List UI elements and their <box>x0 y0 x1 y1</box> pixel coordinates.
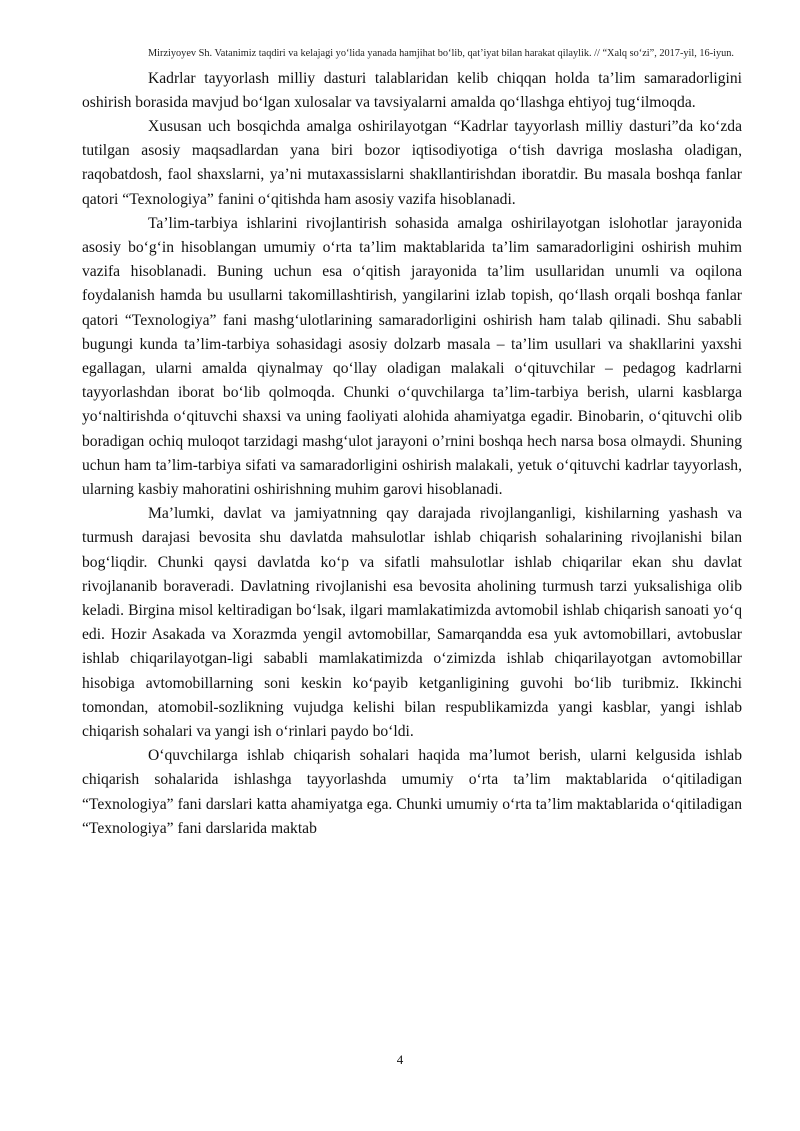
footnote: Mirziyoyev Sh. Vatanimiz taqdiri va kelajagi yo‘lida yanada hamjihat bo‘lib, qat’iyat bilan harakat qilaylik. // “Xalq so‘zi”, 2017-yil, 16-iyun. <box>148 48 735 59</box>
paragraph-5: O‘quvchilarga ishlab chiqarish sohalari haqida ma’lumot berish, ularni kelgusida ishlab chiqarish sohalarida ishlashga tayyorlashda umumiy o‘rta ta’lim maktablarida o‘qitiladigan “Texnologiya” fani darslari katta ahamiyatga ega. Chunki umumiy o‘rta ta’lim maktablarida o‘qitiladigan “Texnologiya” fani darslarida maktab <box>82 747 742 837</box>
paragraph-4: Ma’lumki, davlat va jamiyatnning qay darajada rivojlanganligi, kishilarning yashash va turmush darajasi bevosita shu davlatda mahsulotlar ishlab chiqarish sohalarining rivojlanishi bilan bog‘liqdir. Chunki qaysi davlatda ko‘p va sifatli mahsulotlar ishlab chiqarilar ekan shu davlat rivojlananib boraveradi. Davlatning rivojlanishi esa bevosita aholining turmush tarzi yuksalishiga olib keladi. Birgina misol keltiradigan bo‘lsak, ilgari mamlakatimizda avtomobil ishlab chiqarish sanoati yo‘q edi. Hozir Asakada va Xorazmda yengil avtomobillar, Samarqandda esa yuk avtomobillari, avtobuslar ishlab chiqarilayotgan-ligi sababli mamlakatimizda o‘zimizda ishlab chiqarilayotgan avtomobillar hisobiga avtomobillarning soni keskin ko‘payib ketganligining guvohi bo‘lib turibmiz. Ikkinchi tomondan, atomobil-sozlikning vujudga kelishi bilan respublikamizda yangi kasblar, yangi ishlab chiqarish sohalari va yangi ish o‘rinlari paydo bo‘ldi. <box>82 505 742 740</box>
document-page <box>82 47 742 841</box>
page-number: 4 <box>396 1052 404 1067</box>
paragraph-1: Kadrlar tayyorlash milliy dasturi talablaridan kelib chiqqan holda ta’lim samaradorligini oshirish borasida mavjud bo‘lgan xulosalar va tavsiyalarni amalda qo‘llashga ehtiyoj tug‘ilmoqda. <box>82 69 742 111</box>
paragraph-3: Ta’lim-tarbiya ishlarini rivojlantirish sohasida amalga oshirilayotgan islohotlar jarayonida asosiy bo‘g‘in hisoblangan umumiy o‘rta ta’lim maktablarida ta’lim samaradorligini oshirish muhim vazifa hisoblanadi. Buning uchun esa o‘qitish jarayonida ta’lim usullaridan unumli va oqilona foydalanish hamda bu usullarni takomillashtirish, yangilarini izlab topish, qo‘llash orqali boshqa fanlar qatori “Texnologiya” fani mashg‘ulotlarining samaradorligini oshirish ham talab qilinadi. Shu sababli bugungi kunda ta’lim-tarbiya sohasidagi asosiy dolzarb masala – ta’lim usullari va shakllarini yaxshi egallagan, ularni amalda qiynalmay qo‘llay oladigan malakali o‘qituvchilar – pedagog kadrlarni tayyorlashdan iborat bo‘lib qolmoqda. Chunki o‘quvchilarga ta’lim-tarbiya berish, ularni kasblarga yo‘naltirishda o‘qituvchi shaxsi va uning faoliyati alohida ahamiyatga egadir. Binobarin, o‘qituvchi olib boradigan ochiq muloqot tarzidagi mashg‘ulot jarayoni o’rnini boshqa hech narsa bosa olmaydi. Shuning uchun ham ta’lim-tarbiya sifati va samaradorligini oshirish malakali, yetuk o‘qituvchi kadrlar tayyorlash, ularning kasbiy mahoratini oshirishning muhim garovi hisoblanadi. <box>82 214 742 498</box>
paragraph-2: Xususan uch bosqichda amalga oshirilayotgan “Kadrlar tayyorlash milliy dasturi”da ko‘zda tutilgan asosiy maqsadlardan yana biri bozor iqtisodiyotiga o‘tish davriga moslasha oladigan, raqobatdosh, faol shaxslarni, ya’ni mutaxassislarni shakllantirishdan iboratdir. Bu masala boshqa fanlar qatori “Texnologiya” fanini o‘qitishda ham asosiy vazifa hisoblanadi. <box>82 117 742 208</box>
